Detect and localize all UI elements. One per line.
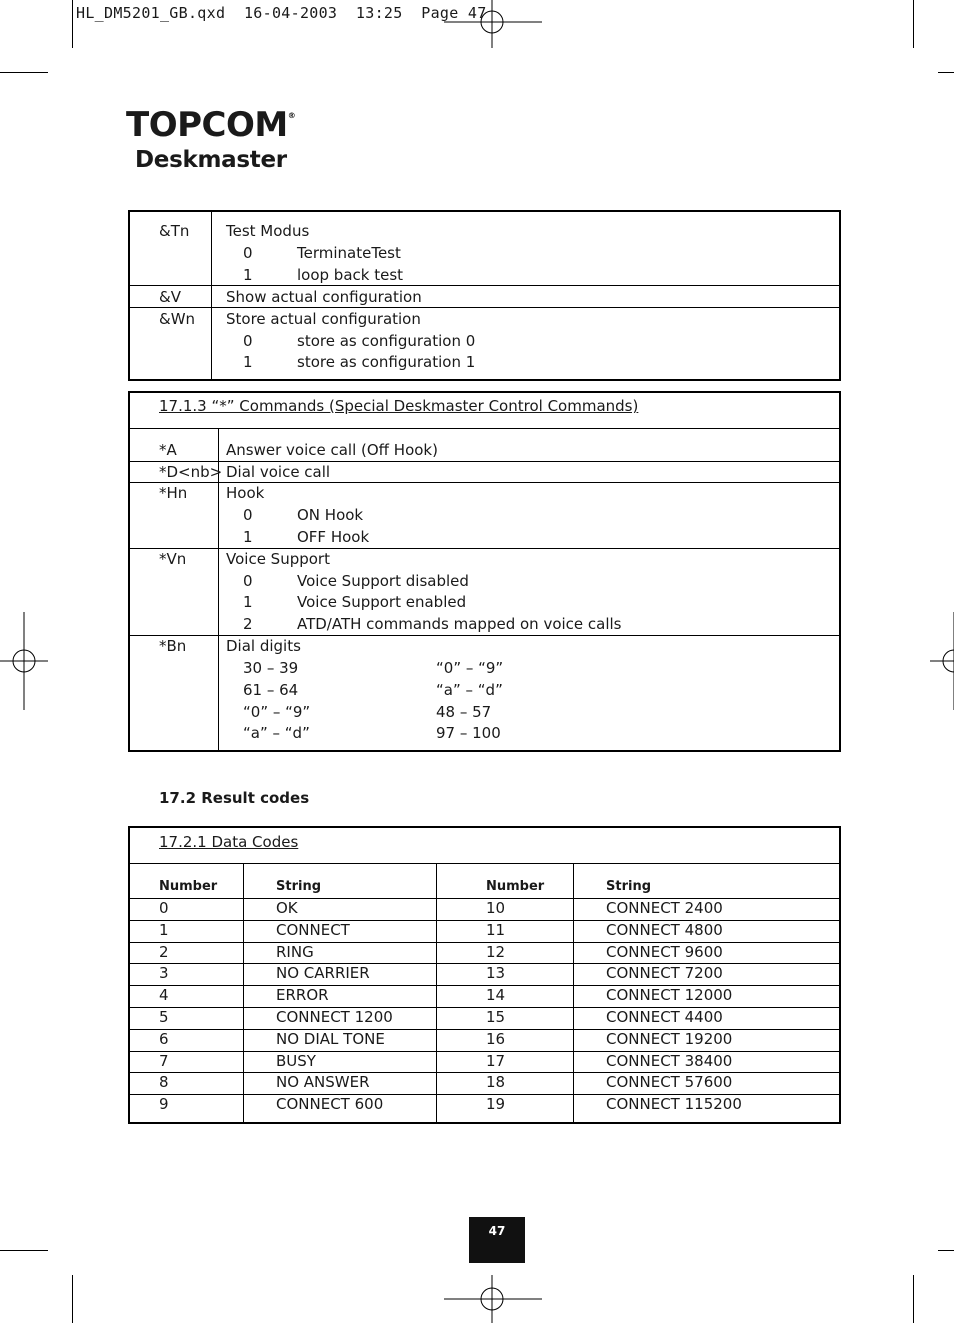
column-header: String [606,879,652,894]
command-code: &V [159,288,181,306]
code-string: CONNECT [276,921,350,939]
option-value: OFF Hook [297,528,370,546]
code-string: NO DIAL TONE [276,1030,385,1048]
code-string: CONNECT 4400 [606,1008,723,1026]
code-number: 15 [486,1008,506,1026]
option-value: store as configuration 0 [297,332,476,350]
code-number: 12 [486,943,506,961]
code-number: 6 [159,1030,169,1048]
table-heading: 17.2.1 Data Codes [159,833,299,851]
option-key: 2 [243,615,253,633]
command-code: *D<nb> [159,463,223,481]
command-code: *Bn [159,637,187,655]
command-description: Answer voice call (Off Hook) [226,441,438,459]
code-number: 8 [159,1073,169,1091]
code-number: 19 [486,1095,506,1113]
page-number: 47 [469,1217,525,1263]
option-key: 1 [243,266,253,284]
option-key: 1 [243,593,253,611]
command-description: Voice Support [226,550,330,568]
option-key: 1 [243,353,253,371]
registration-mark-right [930,612,954,710]
command-description: Test Modus [226,222,310,240]
command-code: &Tn [159,222,190,240]
mapping-from: 30 – 39 [243,659,299,677]
code-number: 0 [159,899,169,917]
mapping-to: “a” – “d” [436,681,503,699]
command-description: Store actual configuration [226,310,421,328]
command-description: Dial digits [226,637,301,655]
code-number: 16 [486,1030,506,1048]
option-value: TerminateTest [297,244,401,262]
command-code: &Wn [159,310,196,328]
option-value: Voice Support enabled [297,593,467,611]
code-string: CONNECT 7200 [606,964,723,982]
option-value: ON Hook [297,506,364,524]
code-string: RING [276,943,314,961]
code-number: 17 [486,1052,506,1070]
code-number: 11 [486,921,506,939]
option-value: ATD/ATH commands mapped on voice calls [297,615,622,633]
command-description: Hook [226,484,265,502]
code-number: 14 [486,986,506,1004]
code-string: CONNECT 12000 [606,986,733,1004]
command-description: Show actual configuration [226,288,422,306]
code-string: CONNECT 9600 [606,943,723,961]
mapping-to: 48 – 57 [436,703,492,721]
mapping-from: “0” – “9” [243,703,311,721]
mapping-to: “0” – “9” [436,659,504,677]
code-number: 10 [486,899,506,917]
registration-mark-left [0,612,48,710]
registration-mark-top [444,0,542,48]
command-description: Dial voice call [226,463,331,481]
column-header: Number [159,879,218,894]
topcom-logo: TOPCOM® [126,105,296,145]
code-string: CONNECT 57600 [606,1073,733,1091]
code-string: CONNECT 19200 [606,1030,733,1048]
mapping-from: “a” – “d” [243,724,310,742]
code-string: NO CARRIER [276,964,370,982]
column-header: String [276,879,322,894]
code-number: 1 [159,921,169,939]
command-code: *Hn [159,484,188,502]
code-string: CONNECT 38400 [606,1052,733,1070]
code-string: NO ANSWER [276,1073,370,1091]
code-string: CONNECT 2400 [606,899,723,917]
code-string: CONNECT 115200 [606,1095,742,1113]
option-key: 0 [243,244,253,262]
printer-slug: HL_DM5201_GB.qxd 16-04-2003 13:25 Page 47 [76,4,487,22]
option-key: 0 [243,506,253,524]
code-number: 18 [486,1073,506,1091]
option-value: Voice Support disabled [297,572,469,590]
code-string: CONNECT 600 [276,1095,384,1113]
code-string: OK [276,899,298,917]
code-string: ERROR [276,986,329,1004]
mapping-to: 97 – 100 [436,724,501,742]
code-string: BUSY [276,1052,316,1070]
product-name: Deskmaster [135,147,287,173]
code-number: 7 [159,1052,169,1070]
option-value: loop back test [297,266,404,284]
option-value: store as configuration 1 [297,353,476,371]
code-number: 3 [159,964,169,982]
code-number: 2 [159,943,169,961]
option-key: 1 [243,528,253,546]
command-code: *Vn [159,550,187,568]
code-number: 9 [159,1095,169,1113]
section-title: 17.2 Result codes [159,789,310,807]
registration-mark-bottom [444,1275,542,1323]
code-number: 4 [159,986,169,1004]
option-key: 0 [243,572,253,590]
column-header: Number [486,879,545,894]
command-code: *A [159,441,177,459]
code-string: CONNECT 4800 [606,921,723,939]
table-heading: 17.1.3 “*” Commands (Special Deskmaster Control Commands) [159,397,639,415]
mapping-from: 61 – 64 [243,681,299,699]
code-number: 5 [159,1008,169,1026]
option-key: 0 [243,332,253,350]
code-string: CONNECT 1200 [276,1008,393,1026]
code-number: 13 [486,964,506,982]
